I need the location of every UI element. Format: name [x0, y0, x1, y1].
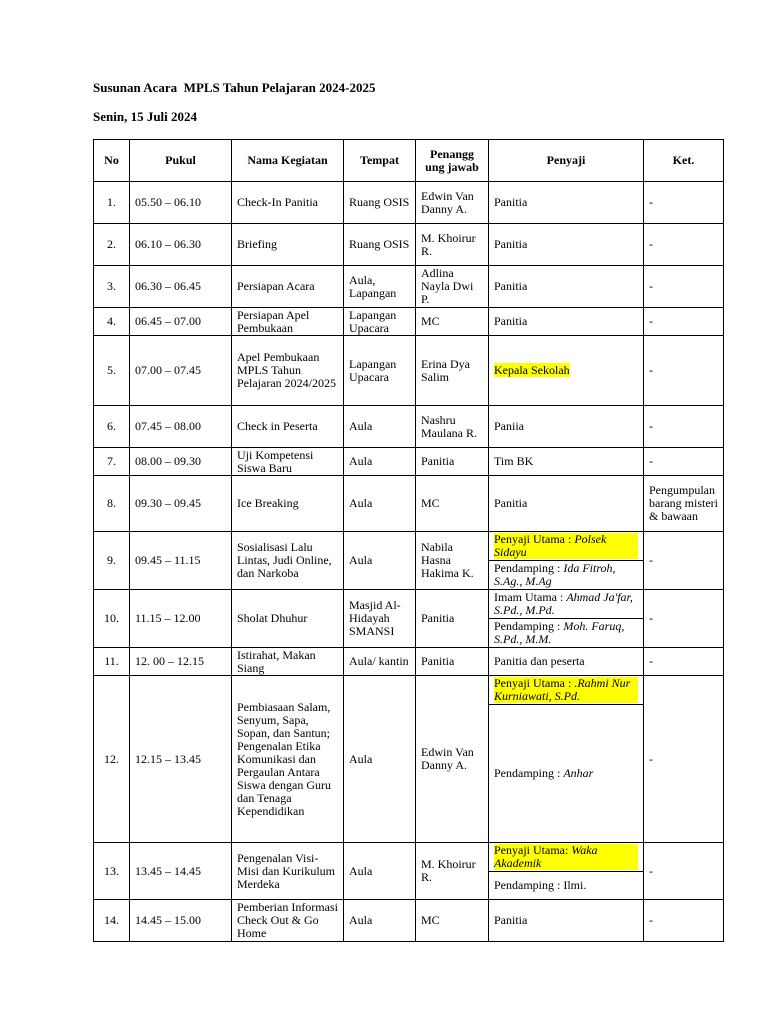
cell-ket: - — [644, 448, 724, 476]
penyaji-utama-name: .Rahmi Nur Kurniawati, S.Pd. — [494, 676, 631, 703]
cell-kegiatan: Pemberian Informasi Check Out & Go Home — [232, 900, 344, 942]
imam-utama-name: Ahmad Ja'far, S.Pd., M.Pd. — [494, 590, 633, 617]
cell-penanggung-jawab: Nabila Hasna Hakima K. — [416, 532, 489, 590]
cell-pukul: 13.45 – 14.45 — [130, 843, 232, 900]
cell-penanggung-jawab: Erina Dya Salim — [416, 336, 489, 406]
table-row — [94, 476, 724, 532]
pendamping-label: Pendamping : — [494, 619, 564, 633]
cell-penanggung-jawab: M. Khoirur R. — [416, 843, 489, 900]
cell-penyaji: Panitia — [489, 266, 644, 308]
cell-tempat: Aula — [344, 843, 416, 900]
cell-kegiatan: Ice Breaking — [232, 476, 344, 532]
cell-tempat: Aula — [344, 476, 416, 532]
cell-penanggung-jawab: MC — [416, 900, 489, 942]
cell-kegiatan: Pengenalan Visi-Misi dan Kurikulum Merdeka — [232, 843, 344, 900]
cell-ket: - — [644, 224, 724, 266]
penyaji-utama-name: Waka Akademik — [494, 843, 598, 870]
cell-penanggung-jawab: Panitia — [416, 590, 489, 648]
table-header-row — [94, 140, 724, 182]
pendamping-label: Pendamping : — [494, 561, 564, 575]
cell-kegiatan: Sosialisasi Lalu Lintas, Judi Online, dan Narkoba — [232, 532, 344, 590]
table-row — [94, 843, 724, 900]
cell-penanggung-jawab: Edwin Van Danny A. — [416, 182, 489, 224]
document-date: Senin, 15 Juli 2024 — [93, 109, 198, 124]
cell-no: 12. — [94, 676, 130, 843]
header-penyaji: Penyaji — [489, 140, 644, 182]
cell-pukul: 12. 00 – 12.15 — [130, 648, 232, 676]
cell-pukul: 14.45 – 15.00 — [130, 900, 232, 942]
header-pukul: Pukul — [130, 140, 232, 182]
cell-pukul: 06.45 – 07.00 — [130, 308, 232, 336]
imam-utama — [489, 590, 643, 618]
cell-pukul: 09.30 – 09.45 — [130, 476, 232, 532]
table-row — [94, 308, 724, 336]
cell-ket: - — [644, 308, 724, 336]
cell-kegiatan: Persiapan Apel Pembukaan — [232, 308, 344, 336]
cell-penyaji — [489, 590, 644, 648]
table-row — [94, 900, 724, 942]
cell-tempat: Aula — [344, 532, 416, 590]
cell-pukul: 11.15 – 12.00 — [130, 590, 232, 648]
cell-no: 2. — [94, 224, 130, 266]
cell-pukul: 05.50 – 06.10 — [130, 182, 232, 224]
header-no: No — [94, 140, 130, 182]
cell-pukul: 08.00 – 09.30 — [130, 448, 232, 476]
cell-tempat: Lapangan Upacara — [344, 308, 416, 336]
cell-tempat: Ruang OSIS — [344, 224, 416, 266]
schedule-table — [93, 139, 724, 942]
cell-ket: - — [644, 182, 724, 224]
cell-penyaji: Panitia — [489, 308, 644, 336]
pendamping — [489, 618, 643, 647]
header-kegiatan: Nama Kegiatan — [232, 140, 344, 182]
pendamping-label: Pendamping : Ilmi. — [494, 878, 587, 892]
cell-pukul: 12.15 – 13.45 — [130, 676, 232, 843]
cell-ket: - — [644, 532, 724, 590]
table-row — [94, 266, 724, 308]
cell-penyaji — [489, 676, 644, 843]
cell-penanggung-jawab: Nashru Maulana R. — [416, 406, 489, 448]
header-ket: Ket. — [644, 140, 724, 182]
pendamping-name: Anhar — [563, 766, 594, 780]
cell-kegiatan: Uji Kompetensi Siswa Baru — [232, 448, 344, 476]
cell-ket: - — [644, 336, 724, 406]
cell-no: 13. — [94, 843, 130, 900]
cell-pukul: 07.45 – 08.00 — [130, 406, 232, 448]
table-row — [94, 448, 724, 476]
cell-penanggung-jawab: MC — [416, 476, 489, 532]
cell-pukul: 06.30 – 06.45 — [130, 266, 232, 308]
cell-no: 14. — [94, 900, 130, 942]
cell-pukul: 07.00 – 07.45 — [130, 336, 232, 406]
cell-ket: - — [644, 900, 724, 942]
cell-no: 6. — [94, 406, 130, 448]
table-row — [94, 676, 724, 843]
cell-tempat: Ruang OSIS — [344, 182, 416, 224]
cell-tempat: Aula — [344, 448, 416, 476]
penyaji-utama-label: Penyaji Utama: — [494, 843, 572, 857]
cell-no: 5. — [94, 336, 130, 406]
table-row — [94, 406, 724, 448]
cell-pukul: 06.10 – 06.30 — [130, 224, 232, 266]
pendamping — [489, 560, 643, 589]
pendamping-name: Ida Fitroh, S.Ag., M.Ag — [494, 561, 616, 588]
cell-penanggung-jawab: MC — [416, 308, 489, 336]
cell-no: 7. — [94, 448, 130, 476]
document-title: Susunan Acara MPLS Tahun Pelajaran 2024-2025 — [93, 80, 376, 95]
cell-tempat: Aula — [344, 406, 416, 448]
cell-ket: - — [644, 843, 724, 900]
cell-ket: - — [644, 590, 724, 648]
cell-penyaji: Panitia — [489, 476, 644, 532]
cell-tempat: Aula/ kantin — [344, 648, 416, 676]
cell-penanggung-jawab: M. Khoirur R. — [416, 224, 489, 266]
penyaji-utama-label: Penyaji Utama : — [494, 676, 575, 690]
cell-pukul: 09.45 – 11.15 — [130, 532, 232, 590]
table-row — [94, 532, 724, 590]
penyaji-utama — [489, 676, 643, 704]
cell-penanggung-jawab: Adlina Nayla Dwi P. — [416, 266, 489, 308]
cell-penyaji — [489, 336, 644, 406]
cell-penyaji — [489, 843, 644, 900]
cell-kegiatan: Sholat Dhuhur — [232, 590, 344, 648]
cell-no: 11. — [94, 648, 130, 676]
cell-no: 9. — [94, 532, 130, 590]
cell-kegiatan: Apel Pembukaan MPLS Tahun Pelajaran 2024/2025 — [232, 336, 344, 406]
cell-kegiatan: Check in Peserta — [232, 406, 344, 448]
header-penanggung-jawab: Penangg ung jawab — [416, 140, 489, 182]
cell-ket: - — [644, 266, 724, 308]
cell-no: 3. — [94, 266, 130, 308]
cell-tempat: Aula — [344, 900, 416, 942]
cell-kegiatan: Briefing — [232, 224, 344, 266]
cell-penyaji — [489, 532, 644, 590]
pendamping-name: Moh. Faruq, S.Pd., M.M. — [494, 619, 625, 646]
cell-tempat: Masjid Al-Hidayah SMANSI — [344, 590, 416, 648]
cell-penanggung-jawab: Edwin Van Danny A. — [416, 676, 489, 843]
table-row — [94, 648, 724, 676]
cell-ket: - — [644, 406, 724, 448]
cell-ket: Pengumpulan barang misteri & bawaan — [644, 476, 724, 532]
penyaji-utama-name: Polsek Sidayu — [494, 532, 607, 559]
cell-kegiatan: Istirahat, Makan Siang — [232, 648, 344, 676]
pendamping-label: Pendamping : — [494, 766, 564, 780]
cell-penyaji: Tim BK — [489, 448, 644, 476]
cell-penyaji: Panitia dan peserta — [489, 648, 644, 676]
table-row — [94, 182, 724, 224]
cell-penyaji: Panitia — [489, 900, 644, 942]
penyaji-utama — [489, 843, 643, 871]
penyaji-highlight: Kepala Sekolah — [494, 363, 570, 377]
penyaji-utama-label: Penyaji Utama : — [494, 532, 575, 546]
table-row — [94, 224, 724, 266]
imam-utama-label: Imam Utama : — [494, 590, 567, 604]
cell-no: 10. — [94, 590, 130, 648]
pendamping — [489, 871, 643, 899]
cell-tempat: Aula — [344, 676, 416, 843]
cell-tempat: Lapangan Upacara — [344, 336, 416, 406]
cell-kegiatan: Pembiasaan Salam, Senyum, Sapa, Sopan, dan Santun; Pengenalan Etika Komunikasi dan Pergaulan Antara Siswa dengan Guru dan Tenaga Kependidikan — [232, 676, 344, 843]
cell-kegiatan: Check-In Panitia — [232, 182, 344, 224]
cell-no: 1. — [94, 182, 130, 224]
table-row — [94, 590, 724, 648]
cell-tempat: Aula, Lapangan — [344, 266, 416, 308]
pendamping — [489, 704, 643, 842]
cell-penanggung-jawab: Panitia — [416, 448, 489, 476]
cell-penanggung-jawab: Panitia — [416, 648, 489, 676]
table-row — [94, 336, 724, 406]
cell-penyaji: Paniia — [489, 406, 644, 448]
header-tempat: Tempat — [344, 140, 416, 182]
cell-penyaji: Panitia — [489, 224, 644, 266]
cell-ket: - — [644, 676, 724, 843]
cell-ket: - — [644, 648, 724, 676]
cell-no: 8. — [94, 476, 130, 532]
cell-no: 4. — [94, 308, 130, 336]
cell-penyaji: Panitia — [489, 182, 644, 224]
penyaji-utama — [489, 532, 643, 560]
cell-kegiatan: Persiapan Acara — [232, 266, 344, 308]
